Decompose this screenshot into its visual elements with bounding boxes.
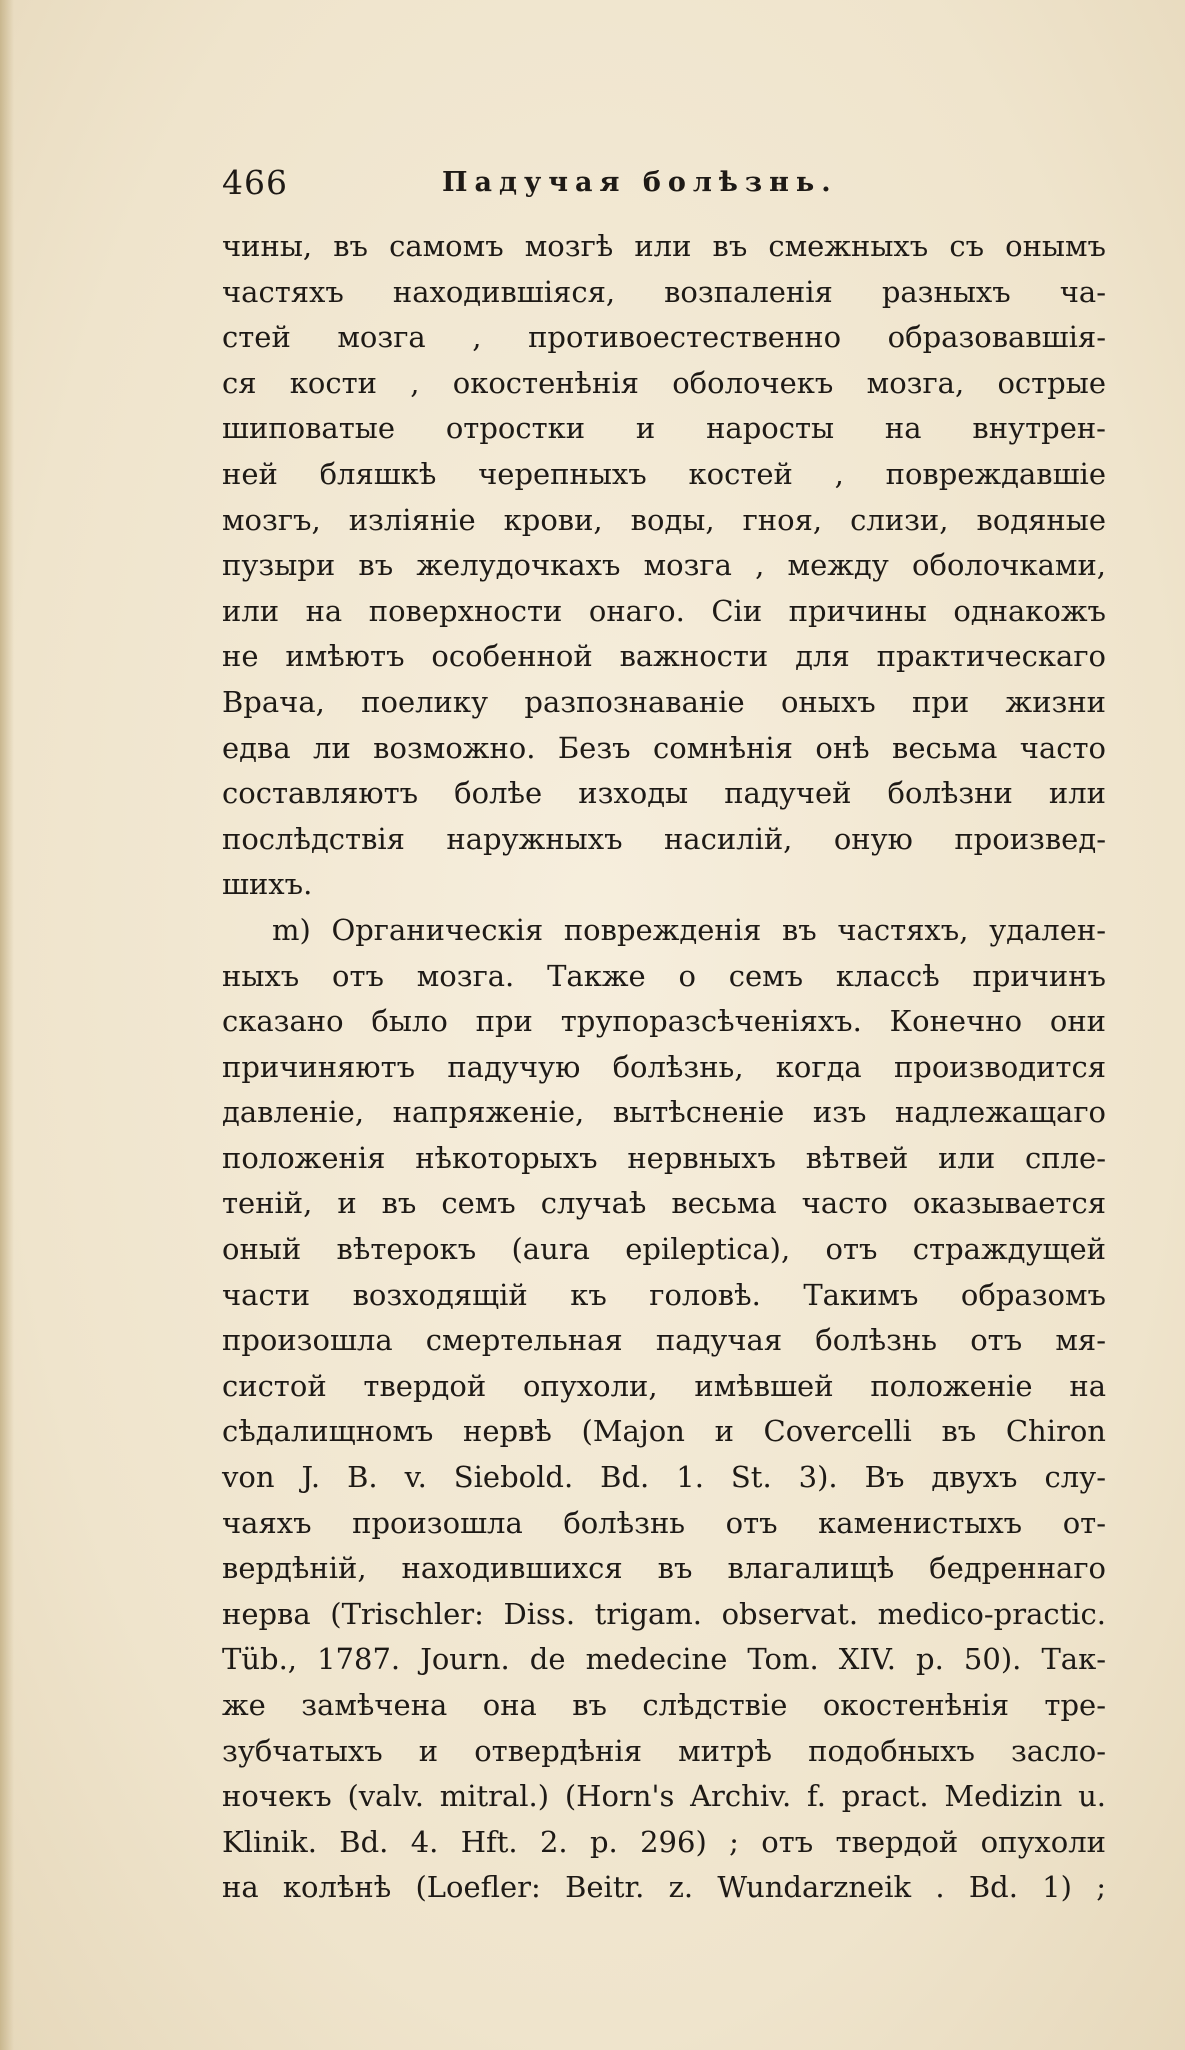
text-line: части возходящій къ головѣ. Такимъ образомъ	[222, 1277, 1106, 1312]
text-line: сѣдалищномъ нервѣ (Majon и Covercelli въ Chiron	[222, 1414, 1106, 1449]
text-line: произошла смертельная падучая болѣзнь отъ мя-	[222, 1323, 1106, 1358]
text-line: положенія нѣкоторыхъ нервныхъ вѣтвей или спле-	[222, 1140, 1106, 1175]
body-text	[222, 224, 1106, 1911]
text-line: или на поверхности онаго. Сіи причины однакожъ	[222, 593, 1106, 628]
text-line: мозгъ, изліяніе крови, воды, гноя, слизи, водяные	[222, 502, 1106, 537]
text-line: von J. B. v. Siebold. Bd. 1. St. 3). Въ двухъ слу-	[222, 1460, 1106, 1495]
text-line: сказано было при трупоразсѣченіяхъ. Конечно они	[222, 1004, 1106, 1039]
text-line: стей мозга , противоестественно образовавшія-	[222, 320, 1106, 355]
text-line: Klinik. Bd. 4. Hft. 2. p. 296) ; отъ твердой опухоли	[222, 1824, 1106, 1859]
text-line: давленіе, напряженіе, вытѣсненіе изъ надлежащаго	[222, 1095, 1106, 1130]
text-line: составляютъ болѣе изходы падучей болѣзни или	[222, 776, 1106, 811]
text-line: оный вѣтерокъ (aura epileptica), отъ страждущей	[222, 1232, 1106, 1267]
page-header	[222, 158, 1102, 208]
text-line: послѣдствія наружныхъ насилій, оную произвед-	[222, 821, 1106, 856]
text-line: частяхъ находившіяся, возпаленія разныхъ ча-	[222, 274, 1106, 309]
text-line: Tüb., 1787. Journ. de medecine Tom. XIV. p. 50). Так-	[222, 1642, 1106, 1677]
text-line: причиняютъ падучую болѣзнь, когда производится	[222, 1049, 1106, 1084]
text-line: ныхъ отъ мозга. Также о семъ классѣ причинъ	[222, 958, 1106, 993]
text-line: едва ли возможно. Безъ сомнѣнія онѣ весьма часто	[222, 730, 1106, 765]
text-line: же замѣчена она въ слѣдствіе окостенѣнія тре-	[222, 1688, 1106, 1722]
text-line: ней бляшкѣ черепныхъ костей , повреждавшіе	[222, 456, 1106, 491]
running-title: Падучая болѣзнь.	[442, 167, 838, 198]
text-line: шихъ.	[222, 867, 313, 902]
text-line: чины, въ самомъ мозгѣ или въ смежныхъ съ онымъ	[222, 229, 1106, 263]
text-line: систой твердой опухоли, имѣвшей положеніе на	[222, 1368, 1106, 1403]
text-line: ся кости , окостенѣнія оболочекъ мозга, острые	[222, 365, 1106, 400]
text-line: на колѣнѣ (Loefler: Beitr. z. Wundarzneik . Bd. 1) ;	[222, 1870, 1106, 1905]
text-line: нерва (Trischler: Diss. trigam. observat. medico-practic.	[222, 1596, 1106, 1631]
text-line: не имѣютъ особенной важности для практическаго	[222, 639, 1106, 674]
text-line: шиповатые отростки и наросты на внутрен-	[222, 411, 1106, 446]
text-line: теній, и въ семъ случаѣ весьма часто оказывается	[222, 1186, 1106, 1221]
text-line: m) Органическія поврежденія въ частяхъ, удален-	[272, 912, 1106, 947]
page-number: 466	[222, 163, 288, 202]
text-line: чаяхъ произошла болѣзнь отъ каменистыхъ от-	[222, 1505, 1106, 1540]
text-line: ночекъ (valv. mitral.) (Horn's Archiv. f. pract. Medizin u.	[222, 1779, 1106, 1814]
page-edge-shadow	[0, 0, 14, 2050]
text-line: зубчатыхъ и отвердѣнія митрѣ подобныхъ засло-	[222, 1733, 1106, 1768]
text-line: пузыри въ желудочкахъ мозга , между оболочками,	[222, 548, 1106, 583]
text-line: вердѣній, находившихся въ влагалищѣ бедреннаго	[222, 1551, 1106, 1586]
text-line: Врача, поелику разпознаваніе оныхъ при жизни	[222, 684, 1106, 719]
